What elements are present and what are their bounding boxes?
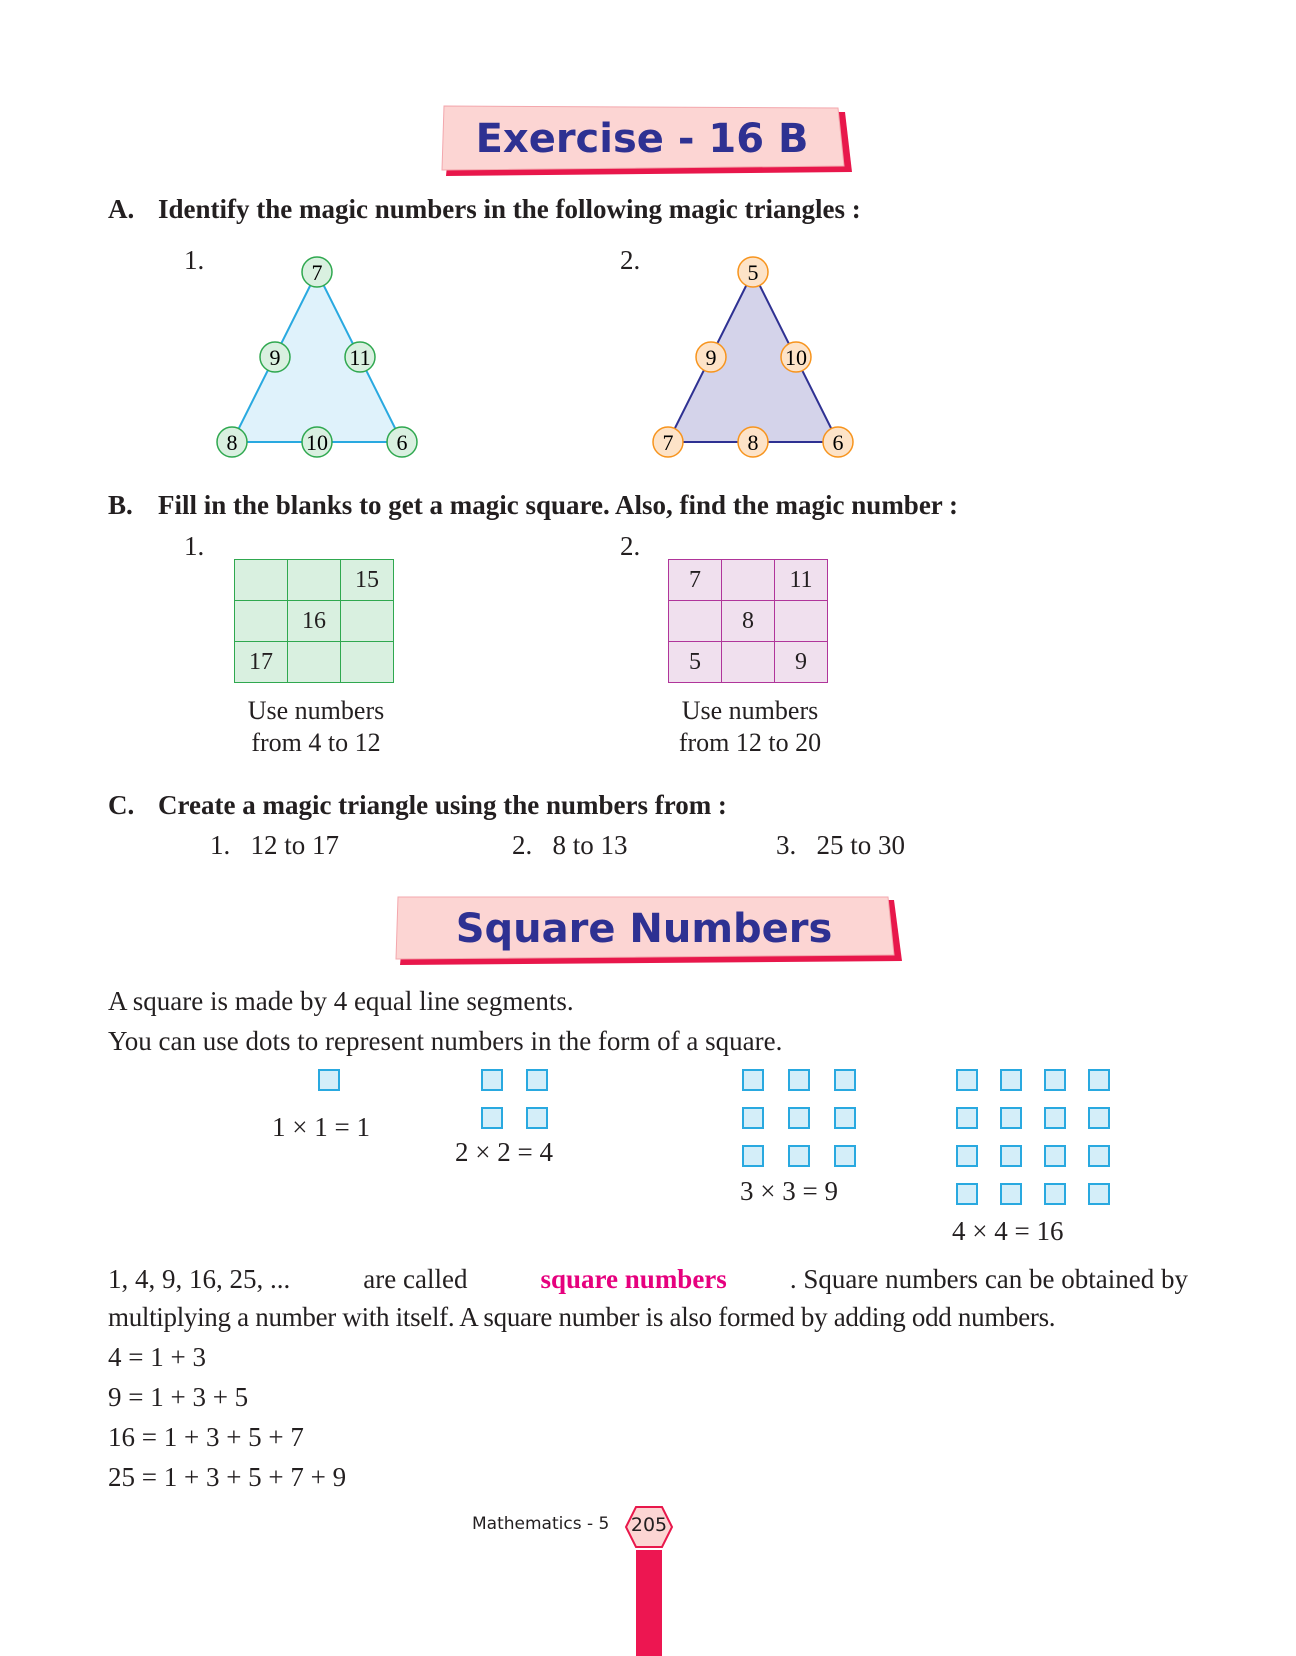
square-1-cell[interactable] (235, 601, 288, 642)
square-2-cell[interactable] (722, 560, 775, 601)
section-c-heading (108, 790, 727, 821)
dot-square (1044, 1069, 1066, 1091)
footer-bar (636, 1550, 662, 1656)
square-2-label: 2. (620, 531, 641, 561)
dot-square (1044, 1183, 1066, 1205)
section-a-question: Identify the magic numbers in the following magic triangles : (158, 194, 861, 224)
tri1-top: 7 (311, 260, 323, 285)
section-c-item-2 (512, 830, 628, 861)
square-2-cell[interactable] (722, 642, 775, 683)
dot-square (481, 1069, 503, 1091)
dot-square (1088, 1069, 1110, 1091)
dot-square (788, 1107, 810, 1129)
square-2-cell: 5 (669, 642, 722, 683)
intro-line-1: A square is made by 4 equal line segments. (108, 986, 574, 1016)
dot-caption-4: 4 × 4 = 16 (952, 1216, 1064, 1246)
equation-line: 9 = 1 + 3 + 5 (108, 1382, 249, 1412)
dot-square (956, 1145, 978, 1167)
square-2-cell[interactable] (669, 601, 722, 642)
tri1-left-mid: 9 (269, 345, 281, 370)
item-text: 12 to 17 (250, 830, 340, 860)
dot-square (1000, 1069, 1022, 1091)
tri2-left-mid: 9 (705, 345, 717, 370)
dot-square (481, 1107, 503, 1129)
page-number: 205 (630, 1514, 668, 1536)
dot-square (1088, 1107, 1110, 1129)
dot-square (1000, 1145, 1022, 1167)
square-2-cell[interactable] (775, 601, 828, 642)
dot-square (956, 1107, 978, 1129)
square-1-caption-line1: Use numbers (247, 696, 385, 725)
magic-triangle-1 (210, 252, 430, 462)
dot-square (318, 1069, 340, 1091)
paragraph-rest: . Square numbers can be obtained by (789, 1264, 1188, 1294)
footer-subject: Mathematics - 5 (472, 1514, 610, 1534)
square-1-cell[interactable] (341, 601, 394, 642)
dot-square (526, 1069, 548, 1091)
dot-square (834, 1069, 856, 1091)
tri2-top: 5 (747, 260, 759, 285)
square-2-caption (620, 695, 880, 759)
dot-square (956, 1069, 978, 1091)
equation-line: 25 = 1 + 3 + 5 + 7 + 9 (108, 1462, 347, 1492)
dot-square (1044, 1145, 1066, 1167)
exercise-title: Exercise - 16 B (475, 116, 809, 162)
equation-line: 4 = 1 + 3 (108, 1342, 206, 1372)
magic-square-1 (234, 559, 394, 683)
square-1-cell[interactable] (288, 642, 341, 683)
square-2-cell: 9 (775, 642, 828, 683)
tri2-bottom-mid: 8 (747, 430, 759, 455)
square-2-caption-line1: Use numbers (681, 696, 819, 725)
section-c-item-1 (210, 830, 339, 861)
dot-square (1000, 1183, 1022, 1205)
magic-triangle-2 (646, 252, 866, 462)
triangle-2-label: 2. (620, 245, 641, 275)
tri1-right-mid: 11 (349, 345, 371, 370)
square-2-cell: 11 (775, 560, 828, 601)
square-numbers-paragraph-line1 (108, 1264, 1188, 1295)
item-text: 8 to 13 (552, 830, 628, 860)
sequence-text: 1, 4, 9, 16, 25, ... (108, 1264, 291, 1294)
dot-square (1044, 1107, 1066, 1129)
square-1-caption-line2: from 4 to 12 (251, 728, 381, 757)
tri1-bottom-right: 6 (396, 430, 408, 455)
tri1-bottom-left: 8 (226, 430, 238, 455)
intro-line-2: You can use dots to represent numbers in the form of a square. (108, 1026, 783, 1056)
square-numbers-term: square numbers (540, 1264, 727, 1294)
dot-square (742, 1069, 764, 1091)
dot-square (1000, 1107, 1022, 1129)
square-numbers-title: Square Numbers (455, 906, 833, 952)
square-1-cell: 16 (288, 601, 341, 642)
magic-square-2 (668, 559, 828, 683)
square-2-caption-line2: from 12 to 20 (678, 728, 822, 757)
tri2-bottom-right: 6 (832, 430, 844, 455)
section-b-question: Fill in the blanks to get a magic square. Also, find the magic number : (158, 490, 959, 520)
square-1-label: 1. (184, 531, 205, 561)
dot-square (742, 1145, 764, 1167)
dot-square (1088, 1183, 1110, 1205)
dot-square (834, 1145, 856, 1167)
tri2-right-mid: 10 (785, 345, 807, 370)
dot-square (1088, 1145, 1110, 1167)
section-a-heading (108, 194, 861, 225)
dot-square (956, 1183, 978, 1205)
dot-square (526, 1107, 548, 1129)
section-c-question: Create a magic triangle using the numbers from : (158, 790, 727, 820)
tri1-bottom-mid: 10 (306, 430, 328, 455)
triangle-1-label: 1. (184, 245, 205, 275)
dot-square (834, 1107, 856, 1129)
are-called-text: are called (363, 1264, 468, 1294)
tri2-bottom-left: 7 (662, 430, 674, 455)
square-2-cell: 8 (722, 601, 775, 642)
section-a-letter: A. (108, 194, 135, 224)
dot-caption-1: 1 × 1 = 1 (272, 1112, 370, 1142)
square-1-cell: 17 (235, 642, 288, 683)
dot-square (788, 1069, 810, 1091)
section-b-heading (108, 490, 958, 521)
square-numbers-paragraph-line2: multiplying a number with itself. A square number is also formed by adding odd numbers. (108, 1302, 1056, 1332)
section-c-item-3 (776, 830, 905, 861)
item-number: 2. (512, 830, 533, 860)
dot-caption-3: 3 × 3 = 9 (740, 1176, 838, 1206)
square-1-cell: 15 (341, 560, 394, 601)
equation-line: 16 = 1 + 3 + 5 + 7 (108, 1422, 304, 1452)
square-1-caption (186, 695, 446, 759)
square-1-cell[interactable] (235, 560, 288, 601)
item-number: 3. (776, 830, 797, 860)
section-b-letter: B. (108, 490, 133, 520)
square-2-cell: 7 (669, 560, 722, 601)
section-c-letter: C. (108, 790, 135, 820)
item-text: 25 to 30 (816, 830, 906, 860)
dot-square (742, 1107, 764, 1129)
item-number: 1. (210, 830, 231, 860)
square-1-cell[interactable] (341, 642, 394, 683)
square-1-cell[interactable] (288, 560, 341, 601)
dot-caption-2: 2 × 2 = 4 (455, 1137, 553, 1167)
dot-square (788, 1145, 810, 1167)
